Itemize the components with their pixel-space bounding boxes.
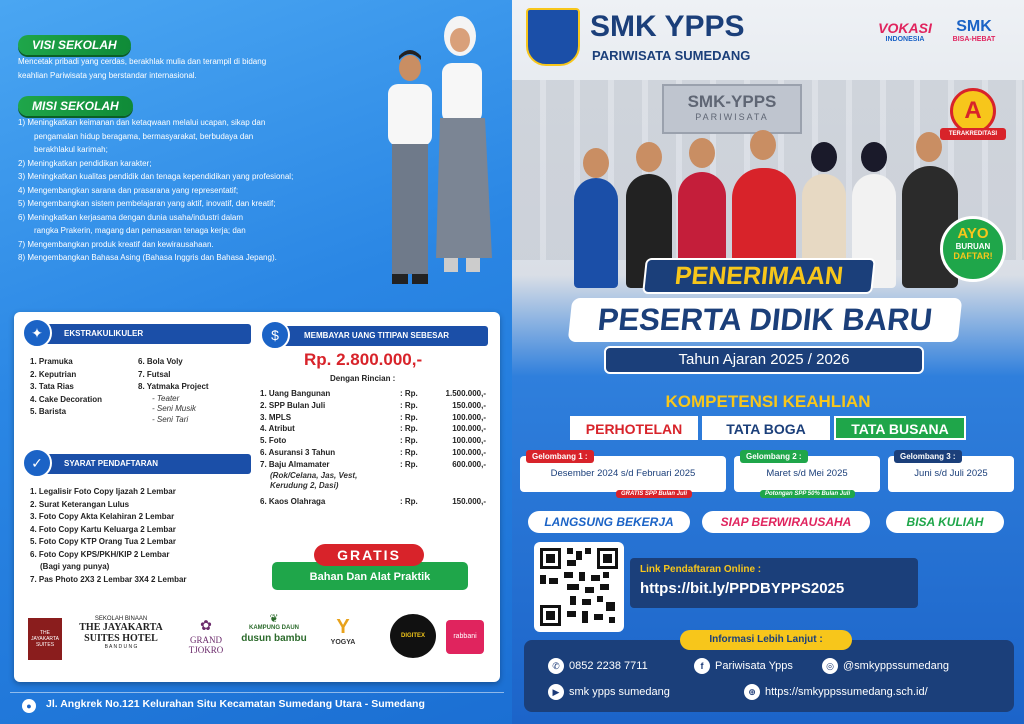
- fee-row: 5. Foto : Rp. 100.000,-: [260, 436, 486, 446]
- rincian-label: Dengan Rincian :: [330, 374, 396, 383]
- yogya-logo: Y YOGYA: [330, 616, 356, 646]
- kompetensi-tata-boga: TATA BOGA: [702, 416, 830, 440]
- info-card: [14, 312, 500, 682]
- gelombang-3: Gelombang 3 : Juni s/d Juli 2025: [888, 456, 1014, 492]
- fee-table: 1. Uang Bangunan : Rp. 1.500.000,- 2. SPP Bulan Juli : Rp. 150.000,- 3. MPLS : Rp. 100.000,- 4. Atribut : Rp. 100.000,- 5. Foto : Rp. 100.000,- 6. Asuransi 3 Tahun : Rp. 100.000,- 7. Baju Almamater : Rp. 600.000,- (Rok/Celana, Jas, Vest, Kerudung 2, Dasi) 6. Kaos Olahraga : Rp. 150.000,-: [260, 388, 490, 507]
- kompetensi-title: KOMPETENSI KEAHLIAN: [665, 392, 871, 411]
- kampung-daun-logo: ❦ KAMPUNG DAUN dusun bambu: [241, 613, 307, 644]
- bayar-header: MEMBAYAR UANG TITIPAN SEBESAR: [266, 326, 488, 346]
- address-bar: [10, 692, 504, 716]
- ayo-daftar-badge: AYO BURUAN DAFTAR!: [940, 216, 1006, 282]
- syarat-list: 1. Legalisir Foto Copy Ijazah 2 Lembar 2. Surat Keterangan Lulus 3. Foto Copy Akta Kelahiran 2 Lembar 4. Foto Copy Kartu Keluarga 2 Lembar 5. Foto Copy KTP Orang Tua 2 Lembar 6. Foto Copy KPS/PKH/KIP 2 Lembar (Bagi yang punya) 7. Pas Photo 2X3 2 Lembar 3X4 2 Lembar: [30, 487, 187, 584]
- penerimaan-banner: PENERIMAAN: [642, 258, 876, 294]
- gelombang-1: Gelombang 1 : Desember 2024 s/d Februari 2025 GRATIS SPP Bulan Juli: [520, 456, 726, 492]
- address-text: Jl. Angkrek No.121 Kelurahan Situ Kecamatan Sumedang Utara - Sumedang: [46, 698, 425, 710]
- ekskul-col1: 1. Pramuka 2. Keputrian 3. Tata Rias 4. Cake Decoration 5. Barista: [30, 357, 103, 416]
- kompetensi-tata-busana: TATA BUSANA: [834, 416, 966, 440]
- youtube-contact[interactable]: ▶ smk ypps sumedang: [548, 684, 670, 700]
- phone-contact[interactable]: ✆ 0852 2238 7711: [548, 658, 648, 674]
- visi-title: VISI SEKOLAH: [18, 35, 131, 55]
- website-contact[interactable]: ⊕ https://smkyppssumedang.sch.id/: [744, 684, 928, 700]
- contact-box: [524, 640, 1014, 712]
- akreditasi-label: TERAKREDITASI: [940, 128, 1006, 140]
- youtube-icon: ▶: [548, 684, 564, 700]
- building-sign: SMK-YPPS PARIWISATA: [662, 84, 802, 134]
- jayakarta-logo: THE JAYAKARTA SUITES: [28, 618, 62, 660]
- clipboard-icon: ✓: [22, 448, 52, 478]
- fee-row: 7. Baju Almamater : Rp. 600.000,-: [260, 459, 486, 469]
- students-photo: [370, 8, 505, 303]
- ekskul-col2: 6. Bola Voly 7. Futsal 8. Yatmaka Project - Teater - Seni Musik - Seni Tari: [138, 357, 209, 424]
- whatsapp-icon: ✆: [548, 658, 564, 674]
- misi-list: 1) Meningkatkan keimanan dan ketaqwaan melalui ucapan, sikap dan pengamalan hidup beragama, bermasyarakat, berbudaya dan berakhlakul karimah; 2) Meningkatkan pendidikan karakter; 3) Meningkatkan kualitas pendidik dan tenaga kependidikan yang profesional; 4) Mengembangkan sarana dan prasarana yang representatif; 5) Mengembangkan sistem pembelajaran yang aktif, inovatif, dan kreatif; 6) Meningkatkan kerjasama dengan dunia usaha/industri dalam rangka Prakerin, magang dan pemasaran tenaga kerja; dan 7) Mengembangkan produk kreatif dan kewirausahaan. 8) Mengembangkan Bahasa Asing (Bahasa Inggris dan Bahasa Jepang).: [18, 118, 294, 262]
- tag-bisa-kuliah: BISA KULIAH: [886, 511, 1004, 533]
- link-box: [630, 558, 918, 608]
- vokasi-logo: VOKASI INDONESIA: [878, 20, 932, 43]
- gratis-sub: Bahan Dan Alat Praktik: [272, 562, 468, 590]
- ekskul-header: EKSTRAKULIKULER: [26, 324, 251, 344]
- smk-bisa-logo: SMK BISA-HEBAT: [952, 18, 996, 43]
- syarat-header: SYARAT PENDAFTARAN: [26, 454, 251, 474]
- fee-row: 6. Kaos Olahraga : Rp. 150.000,-: [260, 496, 486, 506]
- tag-siap-berwirausaha: SIAP BERWIRAUSAHA: [702, 511, 870, 533]
- peserta-banner: PESERTA DIDIK BARU: [568, 298, 963, 342]
- grand-tjokro-logo: ✿ GRAND TJOKRO: [188, 619, 224, 655]
- qr-code[interactable]: [534, 542, 624, 632]
- bayar-amount: Rp. 2.800.000,-: [304, 350, 423, 369]
- digitex-logo: DIGITEX: [390, 614, 436, 658]
- instagram-icon: ◎: [822, 658, 838, 674]
- fee-row: 3. MPLS : Rp. 100.000,-: [260, 412, 486, 422]
- facebook-icon: f: [694, 658, 710, 674]
- facebook-contact[interactable]: f Pariwisata Ypps: [694, 658, 793, 674]
- gratis-badge: GRATIS: [314, 544, 424, 566]
- tahun-ajaran: Tahun Ajaran 2025 / 2026: [604, 346, 924, 374]
- school-crest: [526, 8, 580, 66]
- money-icon: $: [260, 320, 290, 350]
- right-panel: [512, 0, 1024, 724]
- ekskul-icon: ✦: [22, 318, 52, 348]
- gelombang-2: Gelombang 2 : Maret s/d Mei 2025 Potongan SPP 50% Bulan Juli: [734, 456, 880, 492]
- akreditasi-badge: A: [950, 88, 996, 134]
- jayakarta-text: SEKOLAH BINAAN THE JAYAKARTA SUITES HOTEL B A N D U N G: [79, 616, 163, 650]
- school-subtitle: PARIWISATA SUMEDANG: [592, 48, 751, 63]
- misi-title: MISI SEKOLAH: [18, 96, 133, 116]
- visi-text: Mencetak pribadi yang cerdas, berakhlak mulia dan terampil di bidang keahlian Pariwisata yang berstandar internasional.: [18, 57, 267, 80]
- fee-row: 2. SPP Bulan Juli : Rp. 150.000,-: [260, 400, 486, 410]
- link-label: Link Pendaftaran Online :: [640, 564, 762, 575]
- fee-row: 6. Asuransi 3 Tahun : Rp. 100.000,-: [260, 447, 486, 457]
- registration-link[interactable]: https://bit.ly/PPDBYPPS2025: [640, 580, 845, 597]
- school-name: SMK YPPS: [590, 10, 745, 43]
- kompetensi-perhotelan: PERHOTELAN: [570, 416, 698, 440]
- tag-langsung-bekerja: LANGSUNG BEKERJA: [528, 511, 690, 533]
- location-pin-icon: ●: [22, 699, 36, 713]
- fee-row: 1. Uang Bangunan : Rp. 1.500.000,-: [260, 389, 486, 398]
- instagram-contact[interactable]: ◎ @smkyppssumedang: [822, 658, 949, 674]
- globe-icon: ⊕: [744, 684, 760, 700]
- info-title: Informasi Lebih Lanjut :: [680, 630, 852, 650]
- fee-row: 4. Atribut : Rp. 100.000,-: [260, 424, 486, 434]
- rabbani-logo: rabbani: [446, 620, 484, 654]
